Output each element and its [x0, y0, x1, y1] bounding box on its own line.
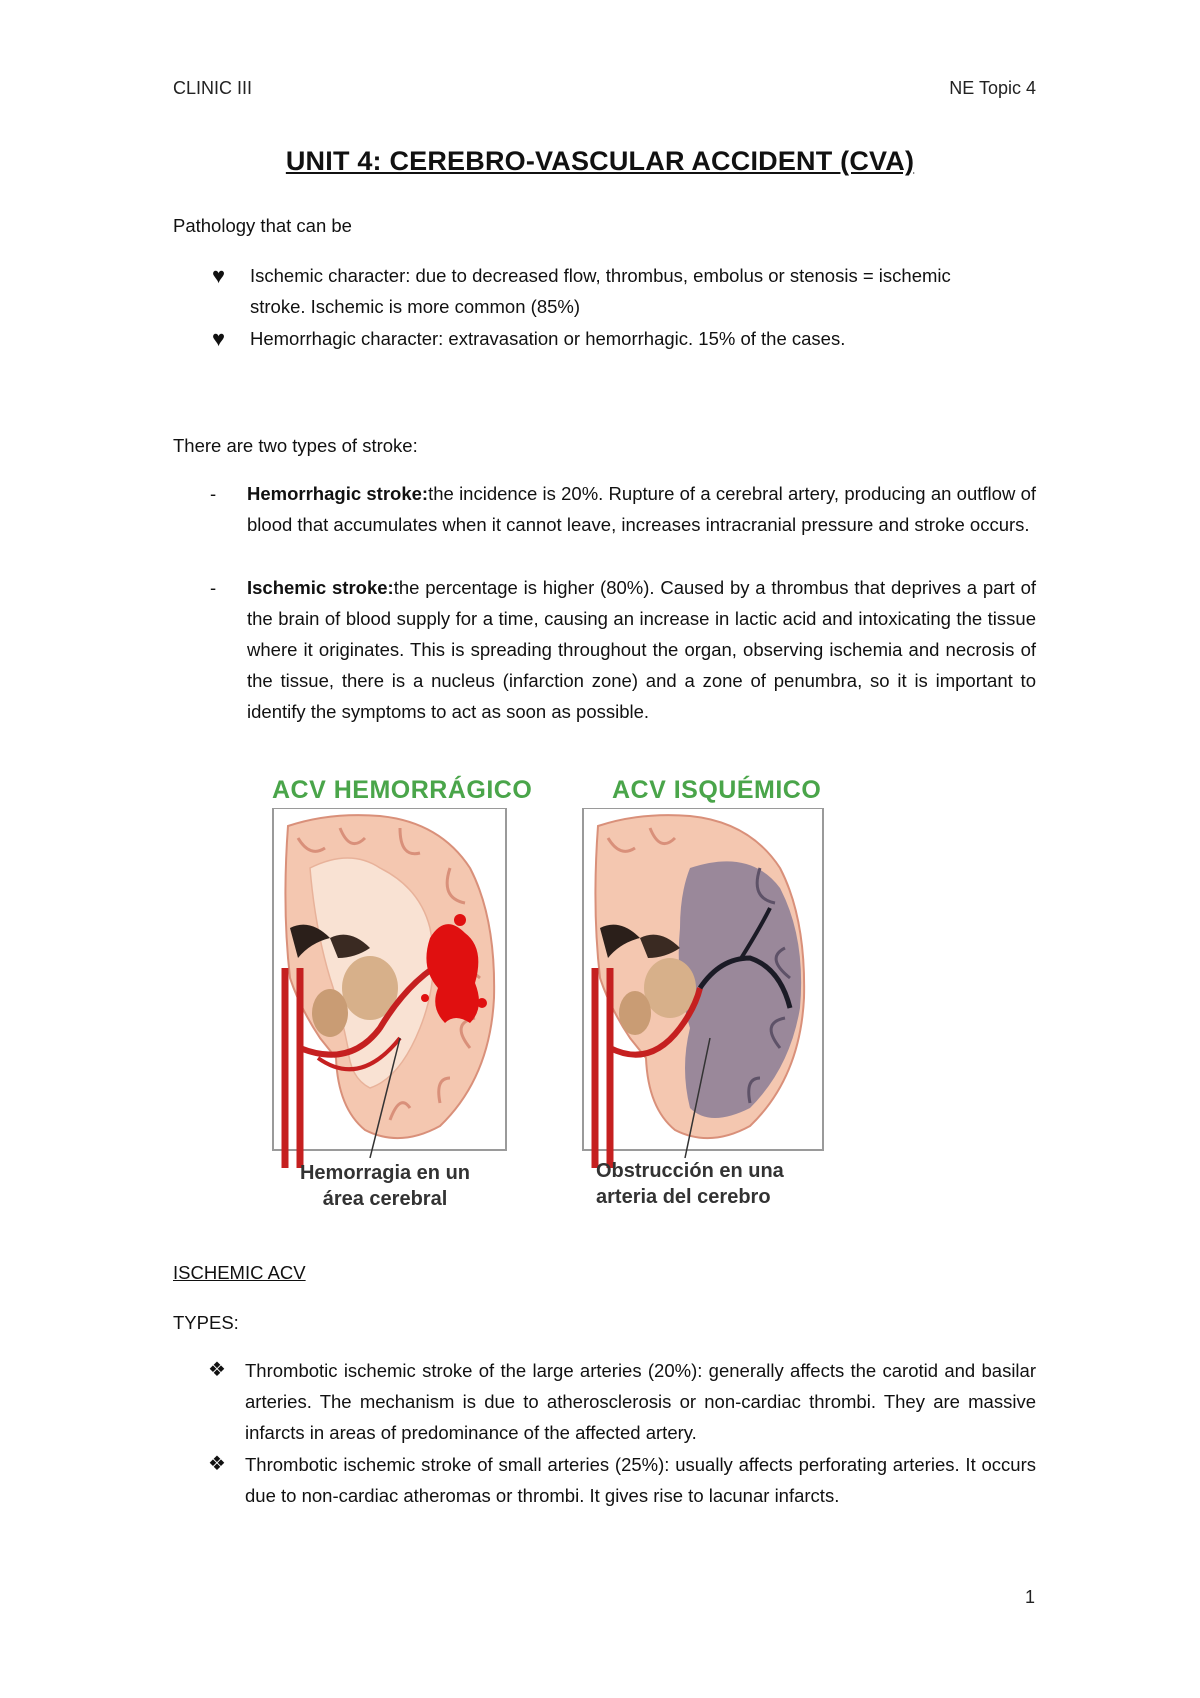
figure-right-title: ACV ISQUÉMICO [612, 776, 822, 804]
ischemic-type-small-arteries: Thrombotic ischemic stroke of small arteries (25%): usually affects perforating arteries. It occurs due to non-cardiac atheromas or thrombi. It gives rise to lacunar infarcts. [245, 1454, 1036, 1506]
diamond-bullet-icon: ❖ [208, 1453, 226, 1475]
pathology-item-1-line1: Ischemic character: due to decreased flow, thrombus, embolus or stenosis = ischemic [250, 265, 951, 286]
header-left: CLINIC III [173, 78, 253, 98]
dash-bullet: - [210, 483, 217, 504]
intro-text: Pathology that can be [173, 215, 352, 236]
caption-line: arteria del cerebro [596, 1186, 771, 1208]
stroke-type-hemorrhagic [247, 478, 1036, 540]
stroke-type-label: Hemorrhagic stroke: [247, 483, 429, 504]
pathology-item-1-line2: stroke. Ischemic is more common (85%) [250, 296, 581, 317]
caption-line: Hemorragia en un [299, 1162, 471, 1184]
figure-right-caption [596, 1158, 806, 1210]
header-right: NE Topic 4 [949, 78, 1036, 98]
ischemic-type-large-arteries: Thrombotic ischemic stroke of the large arteries (20%): generally affects the carotid and basilar arteries. The mechanism is due to atherosclerosis or non-cardiac thrombi. They are massive infarcts in areas of predominance of the affected artery. [245, 1360, 1036, 1443]
caption-line: área cerebral [322, 1188, 448, 1210]
types-intro: There are two types of stroke: [173, 435, 418, 456]
page-number: 1 [1024, 1587, 1035, 1607]
stroke-type-label: Ischemic stroke: [247, 577, 394, 598]
caption-line: Obstrucción en una [596, 1160, 784, 1182]
section-title: ISCHEMIC ACV [173, 1262, 306, 1283]
stroke-type-ischemic [247, 572, 1036, 727]
figure-left-title: ACV HEMORRÁGICO [272, 776, 533, 804]
diamond-bullet-icon: ❖ [208, 1359, 226, 1381]
heart-bullet-icon: ♥ [212, 263, 226, 288]
stroke-brain-figure [270, 808, 830, 1168]
stroke-type-text: the incidence is 20%. Rupture of a cerebral artery, producing an outflow of blood that accumulates when it cannot leave, increases intracranial pressure and stroke occurs. [247, 483, 1036, 535]
dash-bullet: - [210, 577, 217, 598]
types-label: TYPES: [173, 1312, 239, 1333]
pathology-item-2: Hemorrhagic character: extravasation or hemorrhagic. 15% of the cases. [250, 328, 846, 349]
figure-left-caption [295, 1160, 475, 1212]
page-title: UNIT 4: CEREBRO-VASCULAR ACCIDENT (CVA) [285, 146, 915, 176]
heart-bullet-icon: ♥ [212, 326, 226, 351]
stroke-type-text: the percentage is higher (80%). Caused by a thrombus that deprives a part of the brain of blood supply for a time, causing an increase in lactic acid and intoxicating the tissue where it originates. This is spreading throughout the organ, observing ischemia and necrosis of the tissue, there is a nucleus (infarction zone) and a zone of penumbra, so it is important to identify the symptoms to act as soon as possible. [247, 577, 1036, 722]
